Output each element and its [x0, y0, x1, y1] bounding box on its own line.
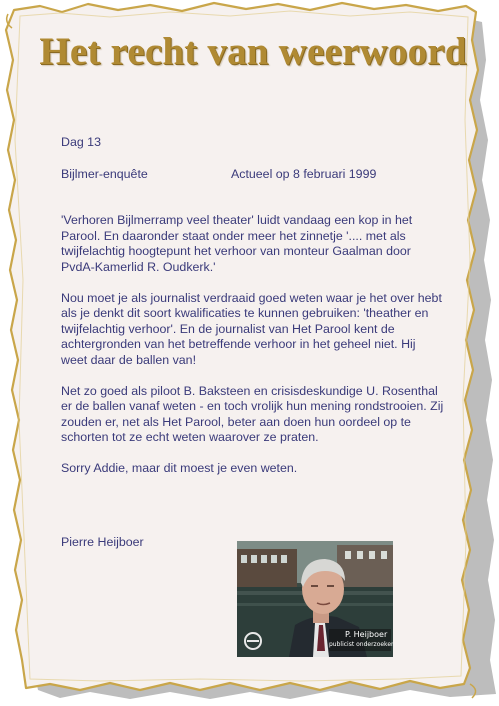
- paragraph: Sorry Addie, maar dit moest je even weten.: [61, 461, 298, 475]
- photo-caption-role: publicist onderzoeker: [329, 641, 393, 648]
- day-label: Dag 13: [61, 135, 101, 149]
- paragraph: Net zo goed als piloot B. Baksteen en crisisdeskundige U. Rosenthal er de ballen vanaf weten - en toch vrolijk hun mening rondstrooien. Zij zouden er, net als Het Parool, beter aan doen hun oordeel op te schorten tot ze echt weten waarover ze praten.: [61, 383, 444, 444]
- photo-caption-name: P. Heijboer: [345, 630, 388, 639]
- author-signature: Pierre Heijboer: [61, 535, 144, 549]
- paragraph: 'Verhoren Bijlmerramp veel theater' luidt vandaag een kop in het Parool. En daaronder staat onder meer het zinnetje '.... met als twijfelachtig hoogtepunt het verhoor van monteur Gaalman door PvdA-Kamerlid R. Oudkerk.': [61, 213, 413, 274]
- article-body: [61, 213, 445, 492]
- tv-still-image: [237, 541, 393, 657]
- page-title: Het recht van weerwoord: [39, 30, 467, 73]
- updated-date: Actueel op 8 februari 1999: [231, 167, 377, 181]
- author-photo: [237, 541, 393, 657]
- subject-label: Bijlmer-enquête: [61, 167, 148, 181]
- paragraph: Nou moet je als journalist verdraaid goed weten waar je het over hebt als je denkt dit soort kwalificaties te kunnen gebruiken: 'theather en twijfelachtig verhoor'. En de journalist van Het Parool kent de achtergronden van het betreffende verhoor in het geheel niet. Hij weet daar de ballen van!: [61, 290, 442, 367]
